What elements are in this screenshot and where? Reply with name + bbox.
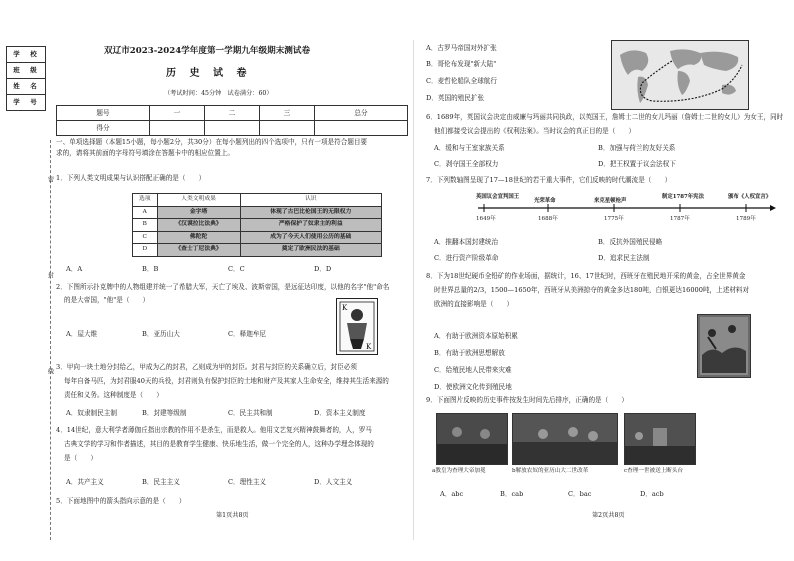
q6-option-d: D．把王权置于议会法权下 — [598, 160, 676, 168]
q2-option-b: B．亚历山大 — [142, 330, 180, 338]
q5-option-b: B．哥伦布发现"新大陆" — [426, 60, 497, 68]
svg-text:K: K — [366, 343, 372, 351]
q9-caption-c: c查理一世被送上断头台 — [624, 468, 684, 474]
q7-option-d: D．追求民主法制 — [598, 254, 650, 262]
q1-option-c: C．C — [228, 265, 245, 273]
q4-stem-line1: 4．14世纪，意大利学者薄伽丘指出宗教的作用不是杀生，而是救人。他用文艺复兴精神鼓舞者的，人，罗马 — [56, 426, 372, 434]
playing-card-image — [336, 298, 378, 355]
seal-char-mi: 密 — [46, 176, 54, 183]
student-info-table — [6, 46, 46, 111]
timeline-event-2: 光荣革命 — [534, 198, 556, 204]
timeline-event-1: 英国议会宣判国王 — [476, 194, 520, 200]
q9-option-a: A．abc — [440, 490, 464, 498]
score-cell — [260, 121, 315, 136]
timeline-event-5: 颁布《人权宣言》 — [728, 194, 772, 200]
score-header: 一 — [149, 106, 204, 121]
q3-option-d: D．资本主义制度 — [314, 409, 366, 417]
exam-title: 双辽市2023-2024学年度第一学期九年级期末测试卷 — [104, 46, 311, 56]
q1-option-b: B．B — [142, 265, 159, 273]
student-id-label: 学 号 — [7, 95, 46, 111]
src-cell: 金字塔 — [157, 206, 240, 219]
q2-stem-line1: 2．下图所示扑克牌中的人物组建并统一了希腊大军，天亡了埃及、波斯帝国，是远征达印度，以他的名字"他"命名 — [56, 283, 390, 291]
src-cell: 奠定了欧洲民法的基础 — [240, 244, 381, 257]
score-table — [56, 105, 408, 136]
timeline-year-4: 1787年 — [670, 216, 690, 222]
score-cell — [149, 121, 204, 136]
q4-stem-line2: 古典文学的学习和作者描述，其目的是教育学生健康、快乐地生活，做一个完全的人，这种办学理念体现的 — [64, 440, 374, 448]
q8-option-c: C．给殖民地人民带来灾难 — [434, 366, 512, 374]
svg-text:K: K — [342, 304, 348, 312]
src-cell: C — [133, 231, 158, 244]
src-cell: 严格保护了奴隶主的利益 — [240, 219, 381, 232]
q5-stem: 5．下面地图中的箭头指向示意的是（ ） — [56, 497, 186, 505]
q9-caption-a: a教皇为查理大帝加冕 — [432, 468, 486, 474]
src-cell: 体现了古巴比伦国王的无限权力 — [240, 206, 381, 219]
score-cell — [204, 121, 259, 136]
src-cell: 成为了今天人们使用公历的基础 — [240, 231, 381, 244]
class-label: 班 级 — [7, 63, 46, 79]
section-intro-line2: 求的，请将其前面的字母符号填涂在答题卡中的相应位置上。 — [56, 149, 235, 157]
seal-line — [50, 140, 51, 540]
seal-char-feng: 封 — [46, 272, 54, 279]
q5-option-c: C．麦哲伦船队全球航行 — [426, 77, 497, 85]
score-cell — [315, 121, 408, 136]
page-divider — [413, 40, 414, 540]
q1-stem: 1．下列人类文明成果与认识搭配正确的是（ ） — [56, 174, 206, 182]
q2-stem-line2: 的是大帝国，"他"是（ ） — [64, 296, 150, 304]
q7-timeline — [476, 194, 776, 234]
seal-char-xian: 线 — [46, 368, 54, 375]
q6-stem-line2: 他们都接受议会提出的《权利法案》。当时议会的真正目的是（ ） — [434, 127, 636, 135]
score-header: 二 — [204, 106, 259, 121]
q1-option-a: A．A — [66, 265, 83, 273]
timeline-year-2: 1688年 — [538, 216, 558, 222]
q4-option-c: C．理性主义 — [228, 478, 267, 486]
q7-option-b: B．反抗外国殖民侵略 — [598, 238, 663, 246]
timeline-year-3: 1775年 — [604, 216, 624, 222]
section-intro-line1: 一、单项选择题（本题15小题，每小题2分，共30分）在每小题列出的四个选项中，只有一项是符合题目要 — [56, 138, 368, 146]
timeline-event-4: 制定1787年宪法 — [662, 194, 704, 200]
q8-option-d: D．使欧洲文化传到殖民地 — [434, 383, 512, 391]
q1-option-d: D．D — [314, 265, 332, 273]
q8-option-b: B．有助于欧洲思想解放 — [434, 349, 505, 357]
serf-emancipation-painting-image — [512, 413, 618, 465]
q5-option-d: D．英国的殖民扩张 — [426, 94, 485, 102]
school-label: 学 校 — [7, 47, 46, 63]
footer-page-right: 第2页共8页 — [592, 512, 625, 519]
score-header: 题号 — [57, 106, 150, 121]
score-header: 三 — [260, 106, 315, 121]
src-cell: D — [133, 244, 158, 257]
src-cell: 佛陀陀 — [157, 231, 240, 244]
q9-stem: 9．下面图片反映的历史事件按发生时间先后排序，正确的是（ ） — [426, 396, 629, 404]
q6-option-a: A．缓和与王室家族关系 — [434, 144, 505, 152]
name-label: 姓 名 — [7, 79, 46, 95]
exam-subject: 历 史 试 卷 — [166, 68, 252, 79]
q7-option-c: C．进行资产阶级革命 — [434, 254, 499, 262]
q2-option-a: A．屋大维 — [66, 330, 98, 338]
q6-stem-line1: 6．1689年，英国议会决定由威廉与玛丽共同执政，以英国王，詹姆士二世的女儿玛丽（詹姆士二世的女儿）为女王，同时 — [426, 113, 784, 121]
q6-option-b: B．加强与荷兰的友好关系 — [598, 144, 676, 152]
q9-caption-b: b解放农奴的亚历山大二世改革 — [512, 468, 589, 474]
q3-stem-line2: 每年自备马匹，为封君服40天的兵役，封君则负有保护封臣的土地和财产及其家人生命安全，维持其生活来源的 — [64, 377, 389, 385]
score-header: 总分 — [315, 106, 408, 121]
q8-stem-line1: 8．下为18世纪硬币全铅矿的作业场面，据统计，16、17世纪时，西班牙在殖民地开采的黄金，占全世界黄金 — [426, 272, 746, 280]
q7-option-a: A．推翻本国封建统治 — [434, 238, 499, 246]
mining-engraving-image — [697, 314, 751, 378]
q4-option-b: B．民主主义 — [142, 478, 180, 486]
q9-option-b: B．cab — [500, 490, 524, 498]
q3-option-a: A．奴隶制民主制 — [66, 409, 117, 417]
q9-option-c: C．bac — [568, 490, 592, 498]
q4-stem-line3: 是（ ） — [64, 454, 97, 462]
src-header: 选项 — [133, 194, 158, 207]
q3-stem-line1: 3．甲向一块土地分封给乙，甲成为乙的封君，乙则成为甲的封臣。封君与封臣的关系确立后，封臣必须 — [56, 363, 357, 371]
q3-option-b: B．封建等级制 — [142, 409, 187, 417]
src-cell: B — [133, 219, 158, 232]
q3-stem-line3: 责任和义务。这种制度是（ ） — [64, 391, 163, 399]
score-cell: 得分 — [57, 121, 150, 136]
q1-source-table — [132, 193, 382, 257]
q8-stem-line3: 欧洲的直接影响是（ ） — [434, 300, 514, 308]
coronation-painting-image — [436, 413, 508, 465]
execution-painting-image — [624, 413, 696, 465]
src-header: 认识 — [240, 194, 381, 207]
timeline-event-3: 来克星顿枪声 — [594, 198, 627, 204]
q4-option-a: A．共产主义 — [66, 478, 104, 486]
q8-stem-line2: 时世界总量的2/3，1500—1650年，西班牙从美洲掠夺的黄金多达180吨，白银更达16000吨，上述材料对 — [434, 286, 750, 294]
world-map-image — [611, 40, 749, 110]
q3-option-c: C．民主共和制 — [228, 409, 273, 417]
src-cell: 《汉谟拉比法典》 — [157, 219, 240, 232]
q8-option-a: A．有助于欧洲资本原始积累 — [434, 332, 518, 340]
src-header: 人类文明成果 — [157, 194, 240, 207]
q5-option-a: A．古罗马帝国对外扩张 — [426, 44, 497, 52]
exam-info: （考试时间：45分钟 试卷满分：60） — [164, 90, 273, 97]
q9-option-d: D．acb — [640, 490, 664, 498]
timeline-year-5: 1789年 — [736, 216, 756, 222]
footer-page-left: 第1页共8页 — [216, 512, 249, 519]
timeline-year-1: 1649年 — [476, 216, 496, 222]
src-cell: A — [133, 206, 158, 219]
src-cell: 《查士丁尼法典》 — [157, 244, 240, 257]
q6-option-c: C．剥夺国王全部权力 — [434, 160, 499, 168]
q2-option-c: C．释迦牟尼 — [228, 330, 267, 338]
q4-option-d: D．人文主义 — [314, 478, 353, 486]
q7-stem: 7．下列数轴图呈现了17—18世纪的若干重大事件，它们反映的时代潮流是（ ） — [426, 176, 672, 184]
